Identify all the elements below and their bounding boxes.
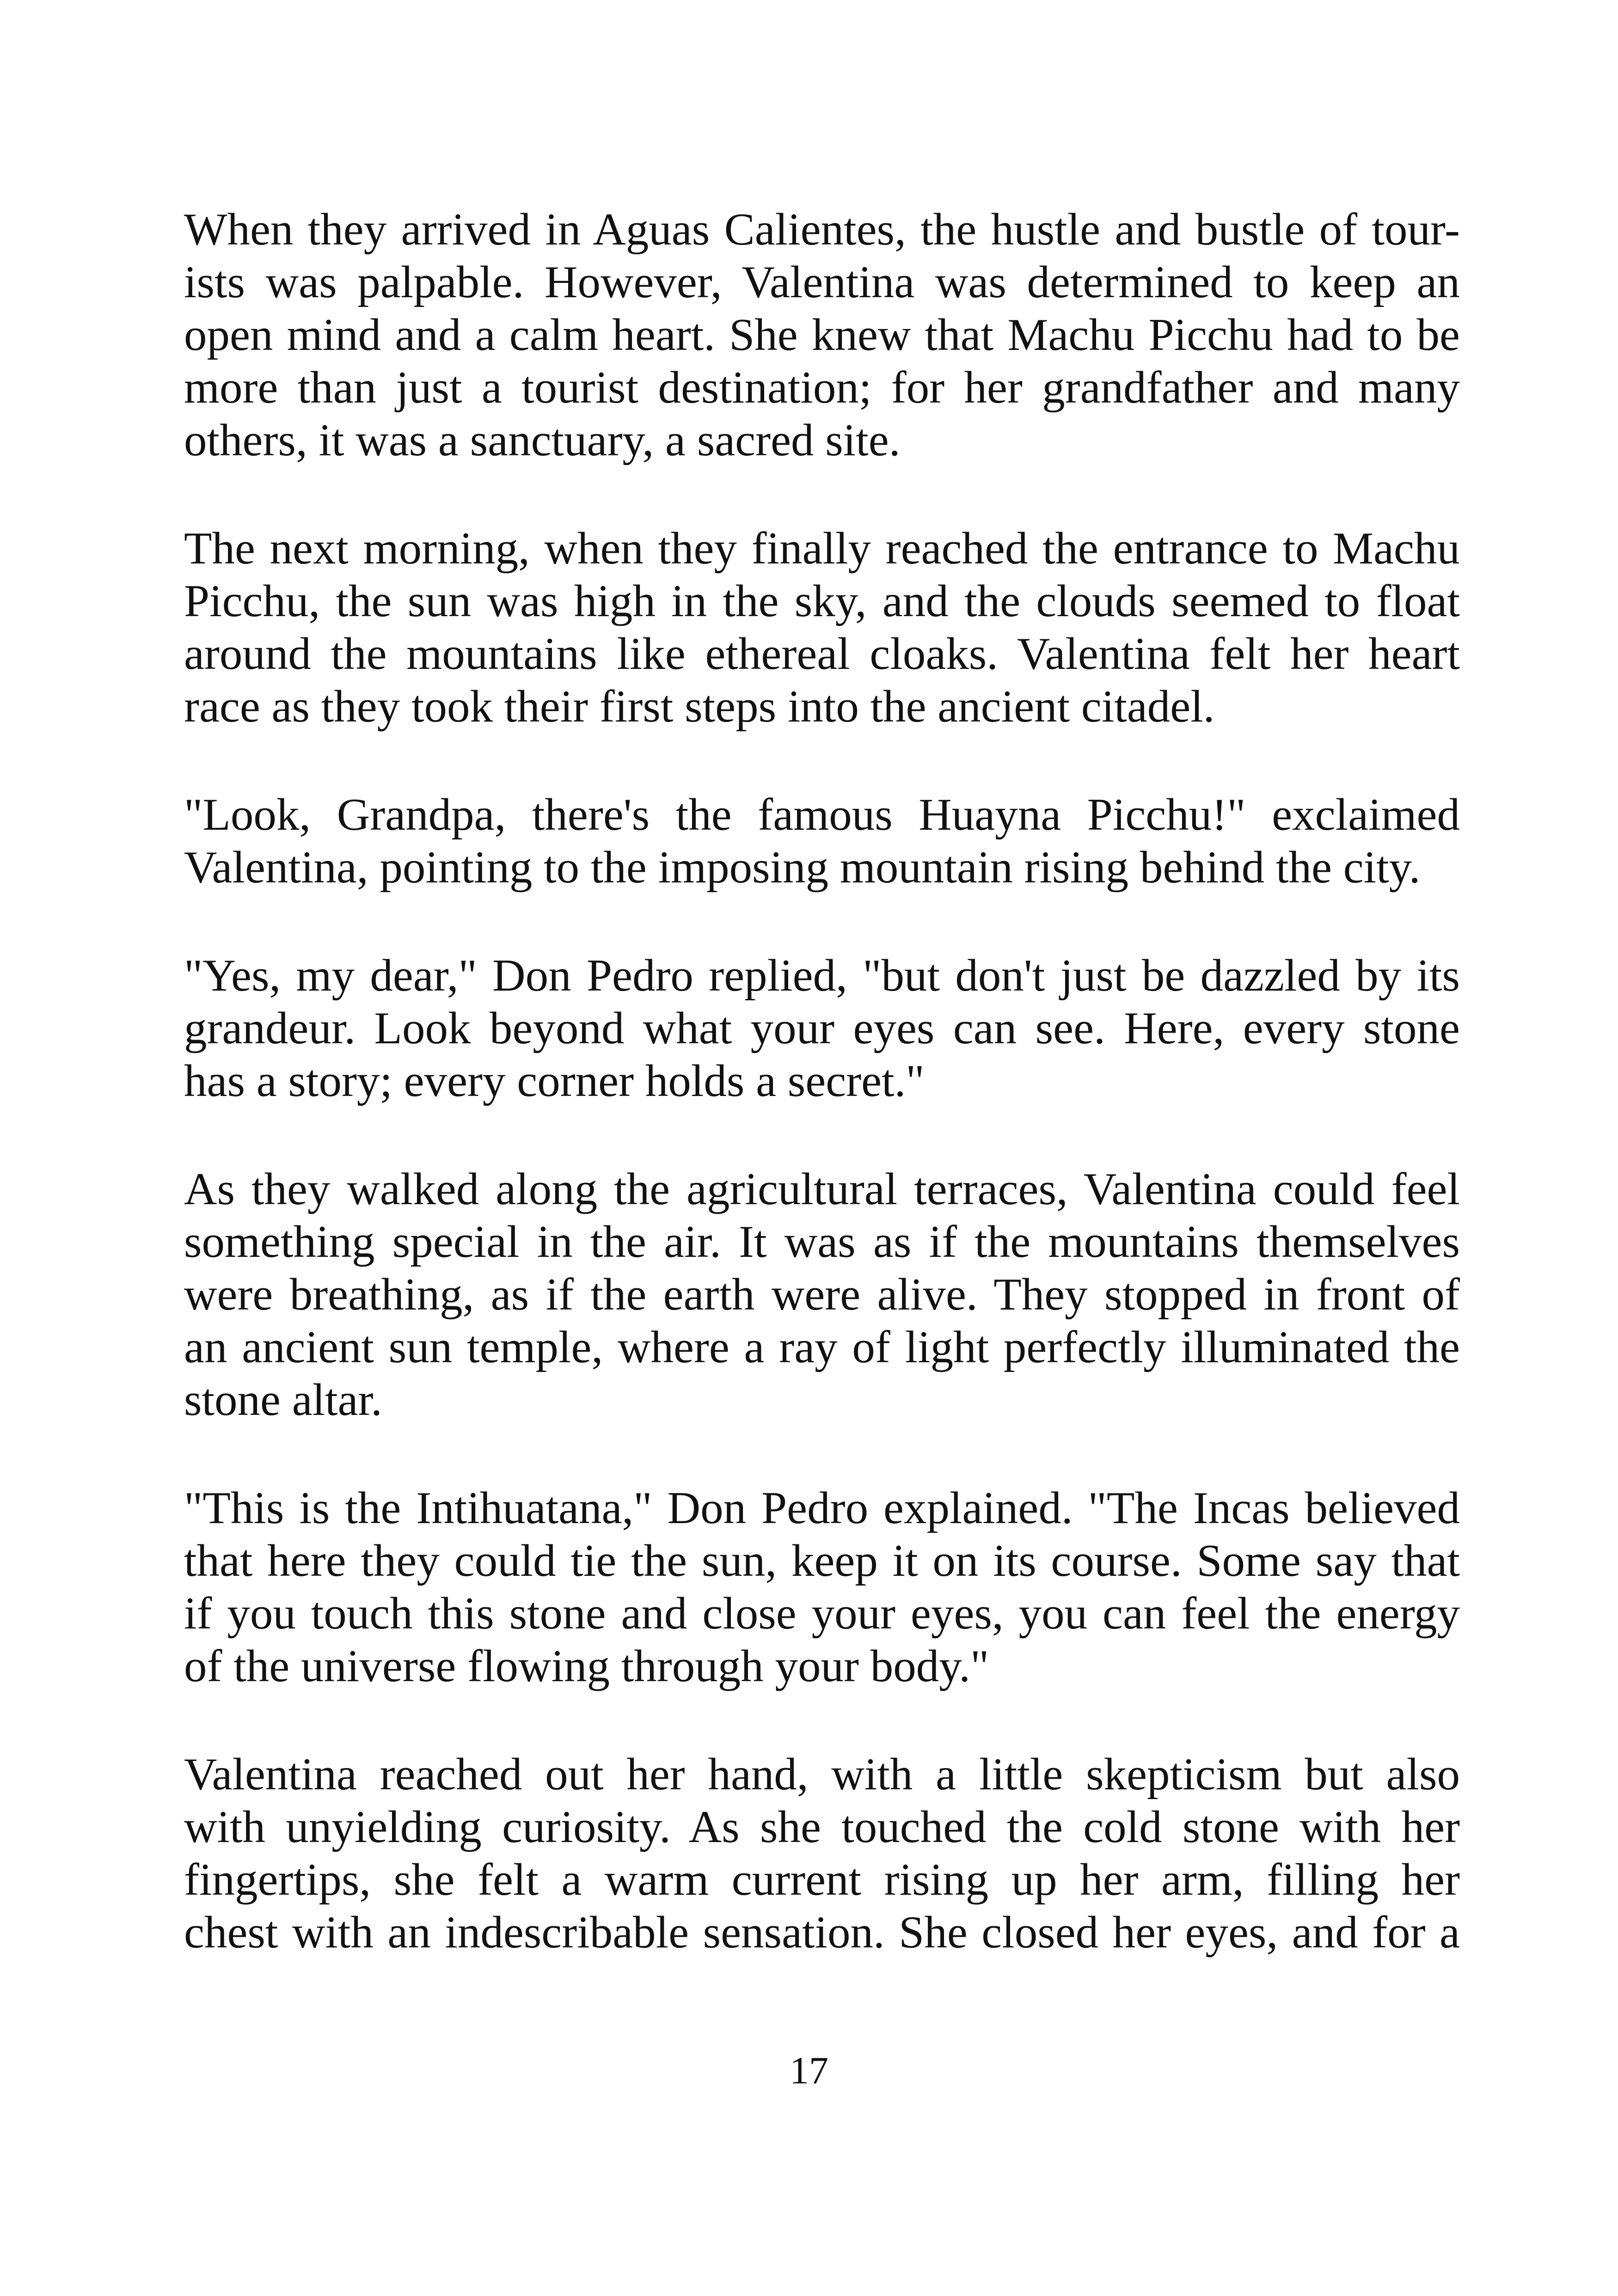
text-line: if you touch this stone and close your eyes, you can feel the energy (184, 1588, 1460, 1639)
paragraph (184, 203, 1460, 467)
text-line: race as they took their first steps into the ancient citadel. (184, 681, 1215, 732)
text-line: stone altar. (184, 1375, 382, 1425)
text-line: fingertips, she felt a warm current rising up her arm, filling her (184, 1855, 1460, 1905)
text-line: grandeur. Look beyond what your eyes can see. Here, every stone (184, 1003, 1460, 1053)
text-line: ists was palpable. However, Valentina was determined to keep an (184, 257, 1460, 307)
text-line: Valentina reached out her hand, with a little skepticism but also (184, 1749, 1460, 1800)
text-line: were breathing, as if the earth were alive. They stopped in front of (184, 1269, 1460, 1320)
text-line: "Yes, my dear," Don Pedro replied, "but don't just be dazzled by its (184, 950, 1460, 1001)
body-text (184, 203, 1460, 2014)
paragraph (184, 522, 1460, 733)
text-line: chest with an indescribable sensation. She closed her eyes, and for a (184, 1907, 1460, 1958)
text-line: others, it was a sanctuary, a sacred site. (184, 415, 901, 465)
text-line: an ancient sun temple, where a ray of light perfectly illuminated the (184, 1322, 1460, 1372)
text-line: that here they could tie the sun, keep it on its course. Some say that (184, 1536, 1460, 1586)
paragraph (184, 789, 1460, 894)
page-number: 17 (790, 2049, 828, 2092)
text-line: "Look, Grandpa, there's the famous Huayna Picchu!" exclaimed (184, 790, 1460, 840)
paragraph (184, 949, 1460, 1108)
paragraph (184, 1748, 1460, 1959)
text-line: Picchu, the sun was high in the sky, and the clouds seemed to float (184, 576, 1460, 626)
text-line: has a story; every corner holds a secret." (184, 1056, 925, 1106)
text-line: Valentina, pointing to the imposing mountain rising behind the city. (184, 842, 1421, 893)
paragraph (184, 1163, 1460, 1427)
text-line: something special in the air. It was as if the mountains themselves (184, 1217, 1460, 1267)
text-line: "This is the Intihuatana," Don Pedro explained. "The Incas believed (184, 1483, 1460, 1533)
text-line: with unyielding curiosity. As she touched the cold stone with her (184, 1802, 1460, 1852)
text-line: As they walked along the agricultural terraces, Valentina could feel (184, 1164, 1460, 1214)
paragraph (184, 1482, 1460, 1693)
text-line: When they arrived in Aguas Calientes, the hustle and bustle of tour- (184, 204, 1460, 255)
text-line: more than just a tourist destination; for her grandfather and many (184, 362, 1460, 413)
text-line: The next morning, when they finally reached the entrance to Machu (184, 523, 1460, 574)
text-line: of the universe flowing through your body." (184, 1641, 989, 1691)
text-line: around the mountains like ethereal cloaks. Valentina felt her heart (184, 629, 1460, 679)
text-line: open mind and a calm heart. She knew that Machu Picchu had to be (184, 310, 1460, 360)
